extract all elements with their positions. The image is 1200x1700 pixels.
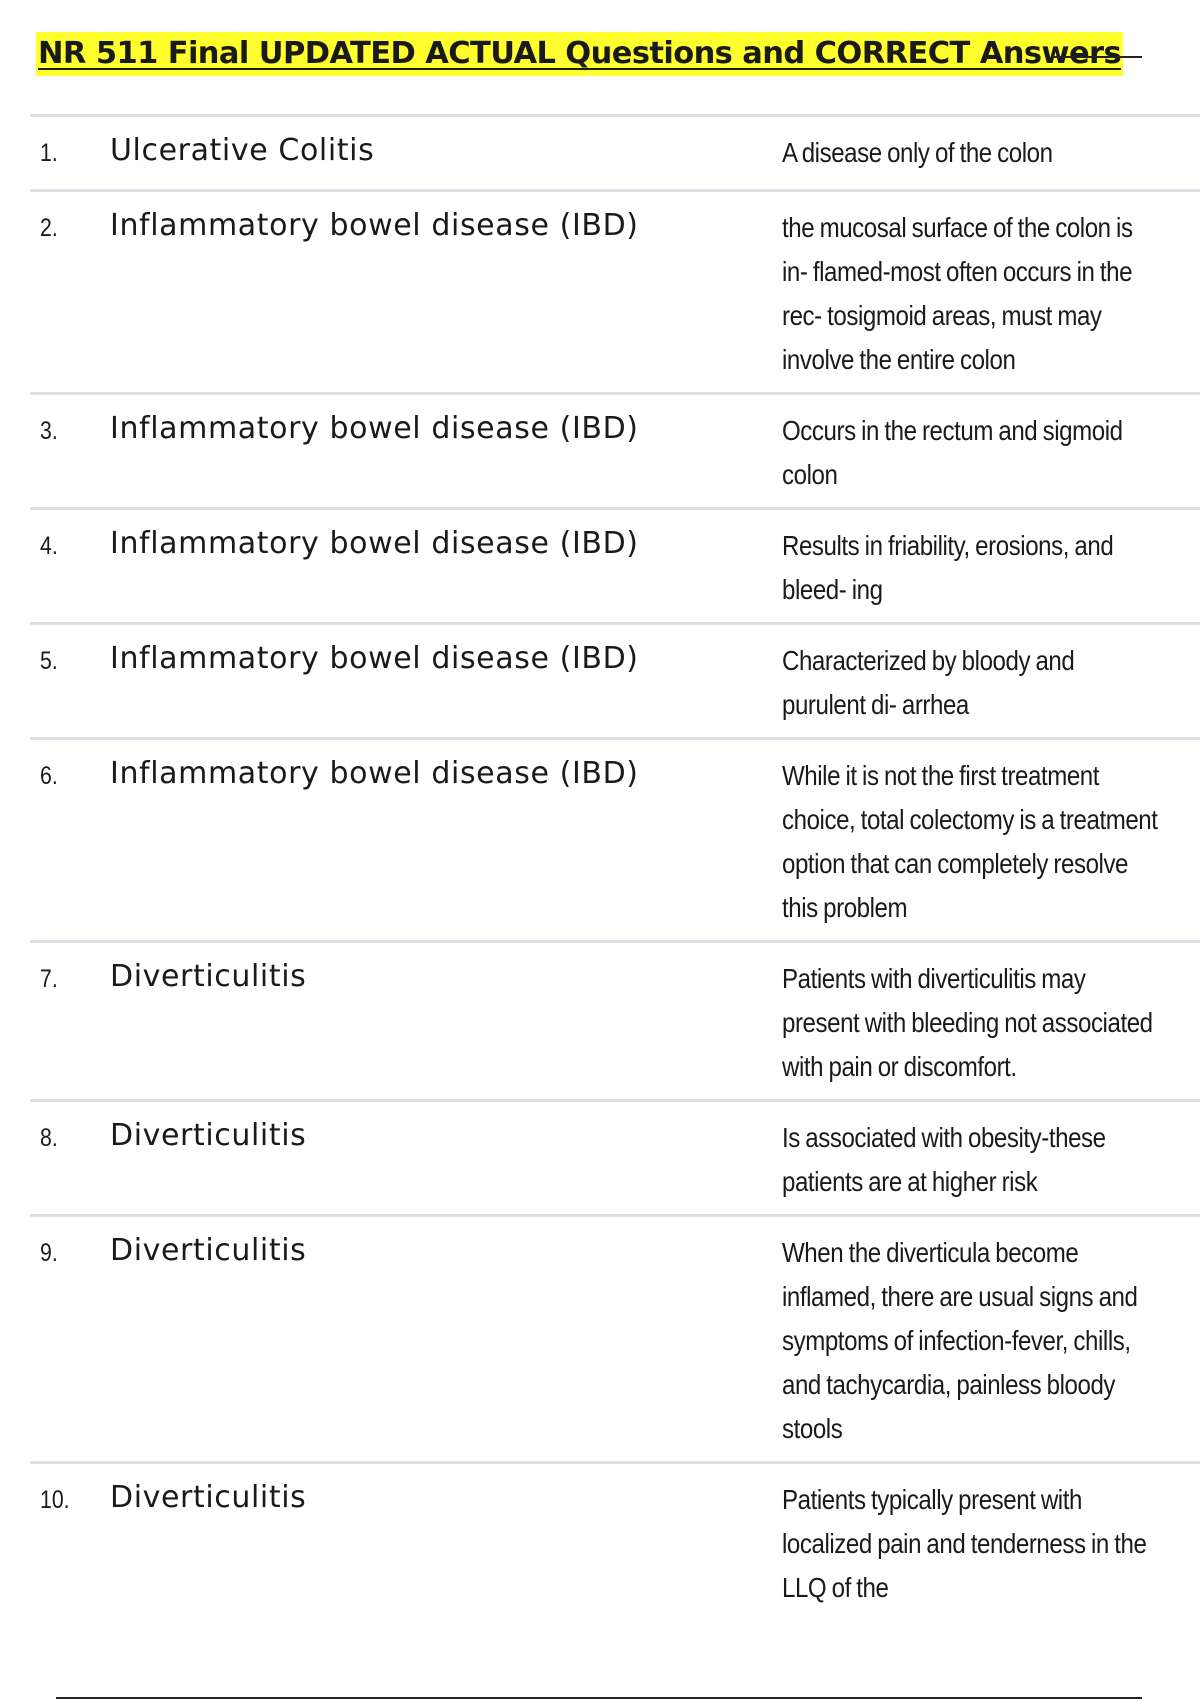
row-definition: Patients typically present with localized pain and tenderness in the LLQ of the: [782, 1484, 1147, 1603]
row-term: Inflammatory bowel disease (IBD): [110, 641, 639, 676]
row-definition: While it is not the first treatment choice, total colectomy is a treatment option that can completely resolve this problem: [782, 760, 1158, 923]
qa-row: [30, 114, 1200, 189]
qa-row: [30, 1099, 1200, 1214]
row-term: Inflammatory bowel disease (IBD): [110, 526, 639, 561]
row-number: 1.: [40, 139, 58, 167]
footer-rule: [56, 1697, 1142, 1699]
row-term: Ulcerative Colitis: [110, 133, 375, 168]
row-term: Inflammatory bowel disease (IBD): [110, 756, 639, 791]
qa-row: [30, 737, 1200, 940]
document-header: [36, 32, 1136, 80]
qa-row: [30, 940, 1200, 1099]
qa-row: [30, 189, 1200, 392]
row-number: 10.: [40, 1486, 70, 1514]
row-definition: When the diverticula become inflamed, there are usual signs and symptoms of infection-fever, chills, and tachycardia, painless bloody stools: [782, 1237, 1138, 1444]
qa-row: [30, 1214, 1200, 1461]
row-definition: A disease only of the colon: [782, 137, 1053, 168]
row-term: Inflammatory bowel disease (IBD): [110, 208, 639, 243]
row-term: Diverticulitis: [110, 1233, 307, 1268]
row-term: Diverticulitis: [110, 1480, 307, 1515]
qa-row: [30, 622, 1200, 737]
row-term: Inflammatory bowel disease (IBD): [110, 411, 639, 446]
row-definition: Results in friability, erosions, and bleed- ing: [782, 530, 1114, 605]
row-number: 9.: [40, 1239, 58, 1267]
document-title: NR 511 Final UPDATED ACTUAL Questions and CORRECT Answers: [36, 32, 1123, 76]
qa-table: [30, 114, 1200, 1620]
row-number: 7.: [40, 965, 58, 993]
row-number: 3.: [40, 417, 58, 445]
qa-row: [30, 1461, 1200, 1620]
title-rule: [1054, 56, 1142, 58]
row-definition: Occurs in the rectum and sigmoid colon: [782, 415, 1123, 490]
row-definition: Characterized by bloody and purulent di- arrhea: [782, 645, 1075, 720]
row-term: Diverticulitis: [110, 1118, 307, 1153]
row-term: Diverticulitis: [110, 959, 307, 994]
qa-row: [30, 507, 1200, 622]
row-number: 4.: [40, 532, 58, 560]
row-number: 8.: [40, 1124, 58, 1152]
row-definition: the mucosal surface of the colon is in- flamed-most often occurs in the rec- tosigmoid areas, must may involve the entire colon: [782, 212, 1133, 375]
row-number: 6.: [40, 762, 58, 790]
row-number: 5.: [40, 647, 58, 675]
qa-row: [30, 392, 1200, 507]
row-definition: Patients with diverticulitis may present with bleeding not associated with pain or discomfort.: [782, 963, 1153, 1082]
row-number: 2.: [40, 214, 58, 242]
row-definition: Is associated with obesity-these patients are at higher risk: [782, 1122, 1106, 1197]
